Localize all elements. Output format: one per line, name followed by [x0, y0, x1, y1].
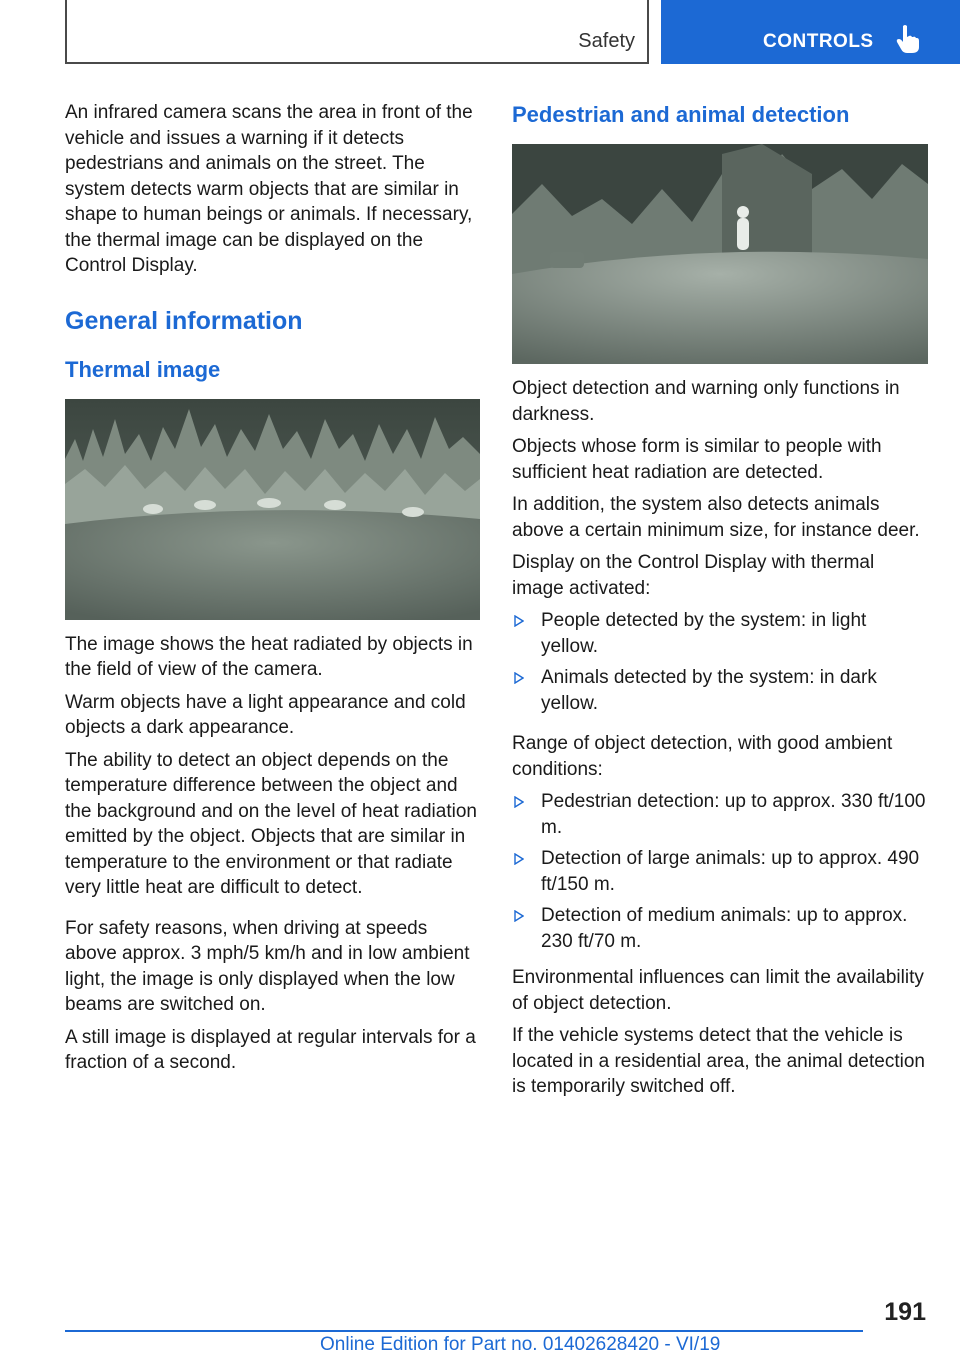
detection-paragraph-4: Display on the Control Display with thermal image activated: — [512, 552, 875, 599]
detection-paragraph-5: Range of object detection, with good ambient conditions: — [512, 733, 893, 780]
list-item-text: Detection of medium animals: up to approx. 230 ft/70 m. — [541, 905, 908, 952]
header-section-title: Safety — [578, 30, 635, 52]
list-item — [512, 846, 928, 897]
list-item — [512, 789, 928, 840]
heading-general-information: General information — [65, 306, 303, 335]
footer-divider — [65, 1330, 863, 1332]
triangle-bullet-icon — [514, 672, 524, 684]
list-item — [512, 665, 928, 716]
triangle-bullet-icon — [514, 615, 524, 627]
list-item-text: Animals detected by the system: in dark yellow. — [541, 667, 877, 714]
hand-pointer-icon — [895, 24, 921, 54]
triangle-bullet-icon — [514, 796, 524, 808]
thermal-paragraph-5: A still image is displayed at regular intervals for a fraction of a second. — [65, 1026, 476, 1073]
detection-paragraph-3: In addition, the system also detects animals above a certain minimum size, for instance deer. — [512, 494, 920, 541]
left-column — [65, 100, 480, 1083]
thermal-paragraph-4: For safety reasons, when driving at speeds above approx. 3 mph/5 km/h and in low ambient light, the image is only displayed when the low beams are switched on. — [65, 917, 470, 1015]
thermal-paragraph-3: The ability to detect an object depends on the temperature difference between the object and the background and on the level of heat radiation emitted by the object. Objects that are similar in temperature to the environment or that radiate very little heat are difficult to detect. — [65, 749, 477, 898]
thermal-paragraph-2: Warm objects have a light appearance and cold objects a dark appearance. — [65, 691, 466, 738]
detection-paragraph-2: Objects whose form is similar to people with sufficient heat radiation are detected. — [512, 436, 882, 483]
heading-thermal-image: Thermal image — [65, 356, 221, 382]
display-color-list — [512, 608, 928, 716]
header-section-box — [65, 0, 649, 64]
header-chapter-tab[interactable] — [661, 0, 960, 64]
intro-paragraph: An infrared camera scans the area in front of the vehicle and issues a warning if it detects pedestrians and animals on the street. The system detects warm objects that are similar in shape to human beings or animals. If necessary, the thermal image can be displayed on the Control Display. — [65, 102, 473, 276]
list-item — [512, 608, 928, 659]
header-chapter-title: CONTROLS — [763, 31, 874, 52]
footer-edition-text: Online Edition for Part no. 01402628420 - VI/19 — [320, 1334, 721, 1355]
pedestrian-detection-illustration — [512, 144, 928, 364]
detection-paragraph-7: If the vehicle systems detect that the vehicle is located in a residential area, the animal detection is temporarily switched off. — [512, 1025, 925, 1097]
list-item — [512, 903, 928, 954]
triangle-bullet-icon — [514, 910, 524, 922]
triangle-bullet-icon — [514, 853, 524, 865]
list-item-text: Detection of large animals: up to approx. 490 ft/150 m. — [541, 848, 920, 895]
heading-pedestrian-animal-detection: Pedestrian and animal detection — [512, 102, 850, 127]
detection-paragraph-1: Object detection and warning only functions in darkness. — [512, 378, 900, 425]
list-item-text: Pedestrian detection: up to approx. 330 ft/100 m. — [541, 791, 926, 838]
thermal-paragraph-1: The image shows the heat radiated by objects in the field of view of the camera. — [65, 633, 473, 680]
page-number: 191 — [884, 1298, 926, 1326]
right-column — [512, 100, 928, 1107]
thermal-image-animals-illustration — [65, 399, 480, 620]
detection-range-list — [512, 789, 928, 954]
detection-paragraph-6: Environmental influences can limit the availability of object detection. — [512, 967, 924, 1014]
list-item-text: People detected by the system: in light yellow. — [541, 610, 867, 657]
